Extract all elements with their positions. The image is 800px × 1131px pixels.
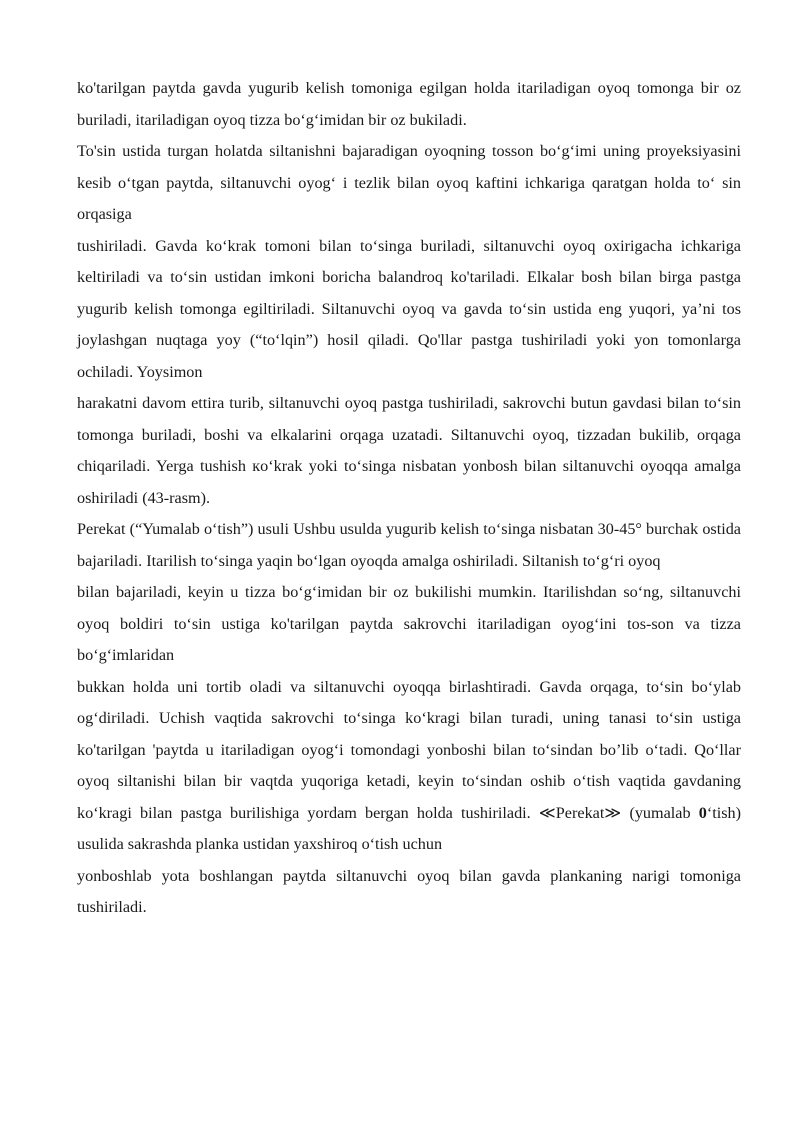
paragraph-7-tail: ‘tish) usulida sakrashda planka ustidan yaxshiroq o‘tish uchun	[77, 803, 741, 853]
paragraph-6: bilan bajariladi, keyin u tizza bo‘g‘imidan bir oz bukilishi mumkin. Itarilishdan so‘ng, siltanuvchi oyoq boldiri to‘sin ustiga ko'tarilgan paytda sakrovchi itariladigan oyog‘ini tos-son va tizza bo‘g‘imlaridan	[77, 583, 741, 664]
paragraph-2: To'sin ustida turgan holatda siltanishni bajaradigan oyoqning tosson bo‘g‘imi uning proyeksiyasini kesib o‘tgan paytda, siltanuvchi oyog‘ i tezlik bilan oyoq kaftini ichkariga qaratgan holda to‘ sin orqasiga	[77, 142, 741, 223]
paragraph-7	[77, 672, 741, 861]
paragraph-4: harakatni davom ettira turib, siltanuvchi oyoq pastga tushiriladi, sakrovchi butun gavdasi bilan to‘sin tomonga buriladi, boshi va elkalarini orqaga uzatadi. Siltanuvchi oyoq, tizzadan bukilib, orqaga chiqariladi. Yerga tushish кo‘krak yoki to‘singa nisbatan yonbosh bilan siltanuvchi oyoqqa amalga oshiriladi (43-rasm).	[77, 394, 741, 507]
paragraph-3: tushiriladi. Gavda ko‘krak tomoni bilan to‘singa buriladi, siltanuvchi oyoq oxirigacha ichkariga keltiriladi va to‘sin ustidan imkoni boricha balandroq ko'tariladi. Elkalar bosh bilan birga pastga yugurib kelish tomonga egiltiriladi. Siltanuvchi oyoq va gavda to‘sin ustida eng yuqori, ya’ni tos joylashgan nuqtaga yoy (“to‘lqin”) hosil qiladi. Qo'llar pastga tushiriladi yoki yon tomonlarga ochiladi. Yoysimon	[77, 236, 741, 381]
paragraph-8: yonboshlab yota boshlangan paytda siltanuvchi oyoq bilan gavda plankaning narigi tomoniga tushiriladi.	[77, 866, 741, 916]
paragraph-1: ko'tarilgan paytda gavda yugurib kelish tomoniga egilgan holda itariladigan oyoq tomonga bir oz buriladi, itariladigan oyoq tizza bo‘g‘imidan bir oz bukiladi.	[77, 79, 741, 129]
paragraph-7-text: bukkan holda uni tortib oladi va siltanuvchi oyoqqa birlashtiradi. Gavda orqaga, to‘sin bo‘ylab og‘diriladi. Uchish vaqtida sakrovchi to‘singa ko‘kragi bilan turadi, uning tanasi to‘sin ustiga ko'tarilgan 'paytda u itariladigan oyog‘i tomondagi yonboshi bilan to‘sindan bo’lib o‘tadi. Qo‘llar oyoq siltanishi bilan bir vaqtda yuqoriga ketadi, keyin to‘sindan oshib o‘tish vaqtida gavdaning ko‘kragi bilan pastga burilishiga yordam bergan holda tushiriladi. ≪Perekat≫ (yumalab	[77, 677, 741, 822]
paragraph-7-bold-char: 0	[698, 803, 707, 822]
document-page	[77, 73, 741, 924]
paragraph-5: Perekat (“Yumalab o‘tish”) usuli Ushbu usulda yugurib kelish to‘singa nisbatan 30-45° burchak ostida bajariladi. Itarilish to‘singa yaqin bo‘lgan oyoqda amalga oshiriladi. Siltanish to‘g‘ri oyoq	[77, 520, 741, 570]
